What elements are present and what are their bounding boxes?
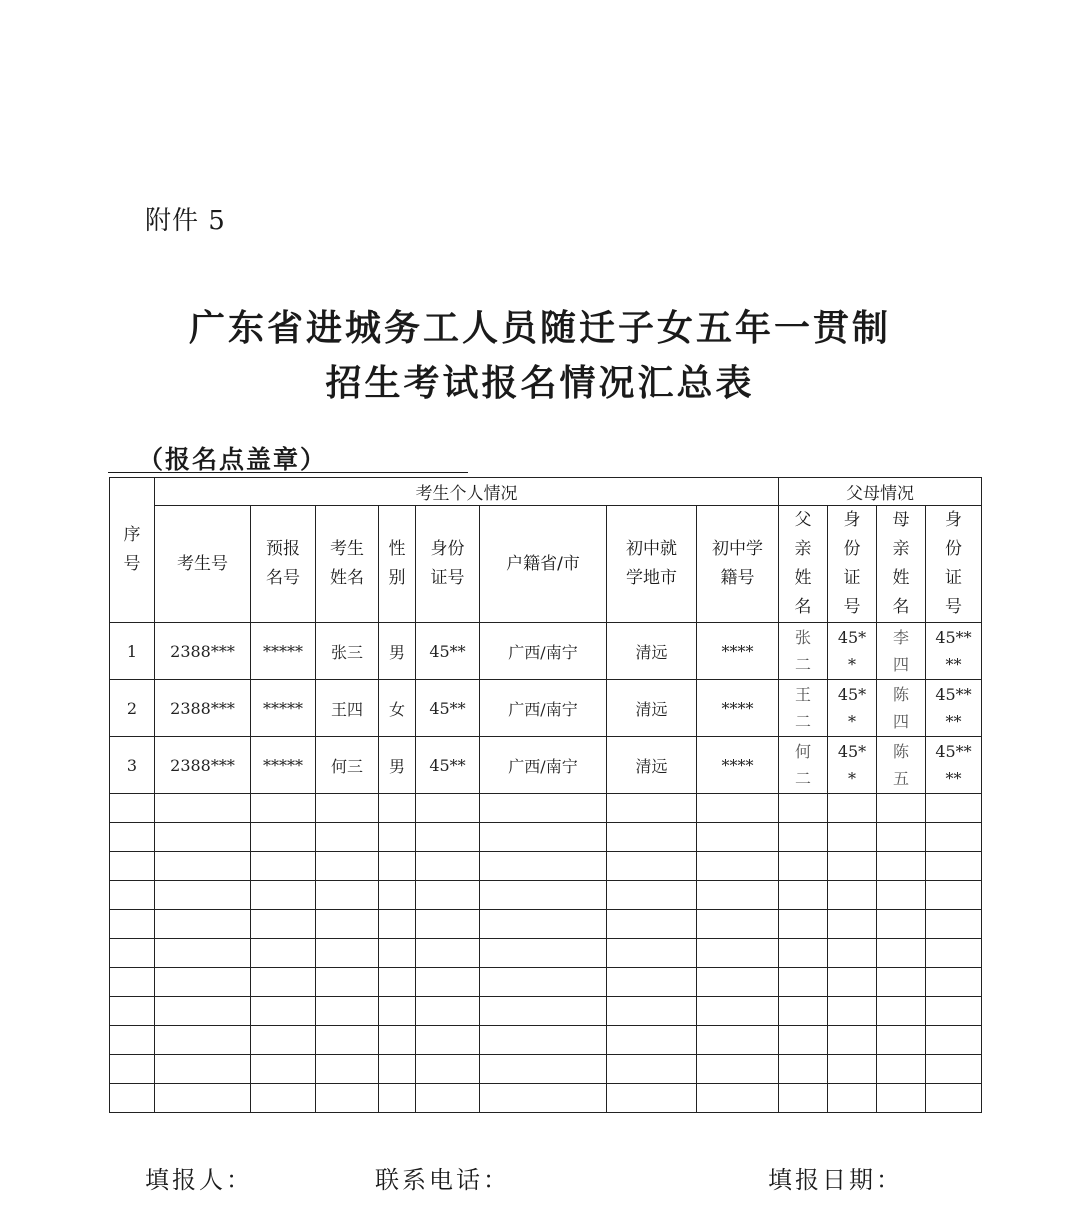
cell-exam-no: 2388***: [155, 680, 251, 737]
cell-gender: 男: [379, 737, 416, 794]
attachment-label: 附件 5: [145, 206, 226, 236]
cell-father-name: 张二: [779, 623, 828, 680]
empty-row: [110, 997, 982, 1026]
cell-id-no: 45**: [416, 737, 480, 794]
cell-pre-reg: *****: [251, 680, 316, 737]
empty-row: [110, 852, 982, 881]
phone-label: 联系电话：: [375, 1166, 510, 1194]
header-pre-reg: 预报名号: [251, 506, 316, 623]
empty-row: [110, 1026, 982, 1055]
header-mother-name: 母亲姓名: [877, 506, 926, 623]
cell-school-reg: ****: [697, 737, 779, 794]
header-name: 考生姓名: [316, 506, 379, 623]
cell-father-name: 王二: [779, 680, 828, 737]
cell-mother-id: 45****: [926, 737, 982, 794]
empty-row: [110, 1084, 982, 1113]
header-father-id: 身份证号: [828, 506, 877, 623]
header-id-no: 身份证号: [416, 506, 480, 623]
cell-household: 广西/南宁: [480, 680, 607, 737]
cell-exam-no: 2388***: [155, 737, 251, 794]
stamp-field: [108, 438, 468, 473]
page-title-line-2: 招生考试报名情况汇总表: [325, 363, 755, 404]
header-school-city: 初中就学地市: [607, 506, 697, 623]
cell-seq: 1: [110, 623, 155, 680]
filler-label: 填报人：: [145, 1166, 253, 1194]
cell-exam-no: 2388***: [155, 623, 251, 680]
cell-father-name: 何二: [779, 737, 828, 794]
header-exam-no: 考生号: [155, 506, 251, 623]
cell-gender: 女: [379, 680, 416, 737]
table-row: [110, 680, 982, 737]
cell-school-city: 清远: [607, 623, 697, 680]
cell-father-id: 45**: [828, 680, 877, 737]
cell-mother-name: 陈四: [877, 680, 926, 737]
header-household: 户籍省/市: [480, 506, 607, 623]
cell-name: 王四: [316, 680, 379, 737]
cell-id-no: 45**: [416, 623, 480, 680]
cell-pre-reg: *****: [251, 737, 316, 794]
page-title-line-1: 广东省进城务工人员随迁子女五年一贯制: [188, 308, 891, 349]
empty-row: [110, 968, 982, 997]
header-gender: 性别: [379, 506, 416, 623]
cell-school-city: 清远: [607, 680, 697, 737]
cell-household: 广西/南宁: [480, 737, 607, 794]
cell-school-reg: ****: [697, 623, 779, 680]
cell-mother-id: 45****: [926, 680, 982, 737]
empty-row: [110, 794, 982, 823]
cell-mother-id: 45****: [926, 623, 982, 680]
group-header-row: [110, 478, 982, 506]
empty-row: [110, 939, 982, 968]
table-row: [110, 737, 982, 794]
date-label: 填报日期：: [768, 1166, 903, 1194]
header-school-reg: 初中学籍号: [697, 506, 779, 623]
empty-row: [110, 881, 982, 910]
summary-table: [109, 477, 982, 1113]
table-row: [110, 623, 982, 680]
cell-gender: 男: [379, 623, 416, 680]
header-father-name: 父亲姓名: [779, 506, 828, 623]
empty-row: [110, 1055, 982, 1084]
empty-row: [110, 823, 982, 852]
cell-father-id: 45**: [828, 737, 877, 794]
cell-id-no: 45**: [416, 680, 480, 737]
stamp-label: （报名点盖章）: [138, 445, 328, 474]
empty-row: [110, 910, 982, 939]
cell-seq: 2: [110, 680, 155, 737]
group-header-student: 考生个人情况: [155, 478, 779, 506]
cell-name: 何三: [316, 737, 379, 794]
cell-seq: 3: [110, 737, 155, 794]
cell-father-id: 45**: [828, 623, 877, 680]
header-seq: 序号: [110, 478, 155, 623]
header-mother-id: 身份证号: [926, 506, 982, 623]
cell-household: 广西/南宁: [480, 623, 607, 680]
cell-mother-name: 陈五: [877, 737, 926, 794]
cell-pre-reg: *****: [251, 623, 316, 680]
cell-school-reg: ****: [697, 680, 779, 737]
cell-name: 张三: [316, 623, 379, 680]
cell-mother-name: 李四: [877, 623, 926, 680]
cell-school-city: 清远: [607, 737, 697, 794]
column-header-row: [110, 506, 982, 623]
group-header-parents: 父母情况: [779, 478, 982, 506]
